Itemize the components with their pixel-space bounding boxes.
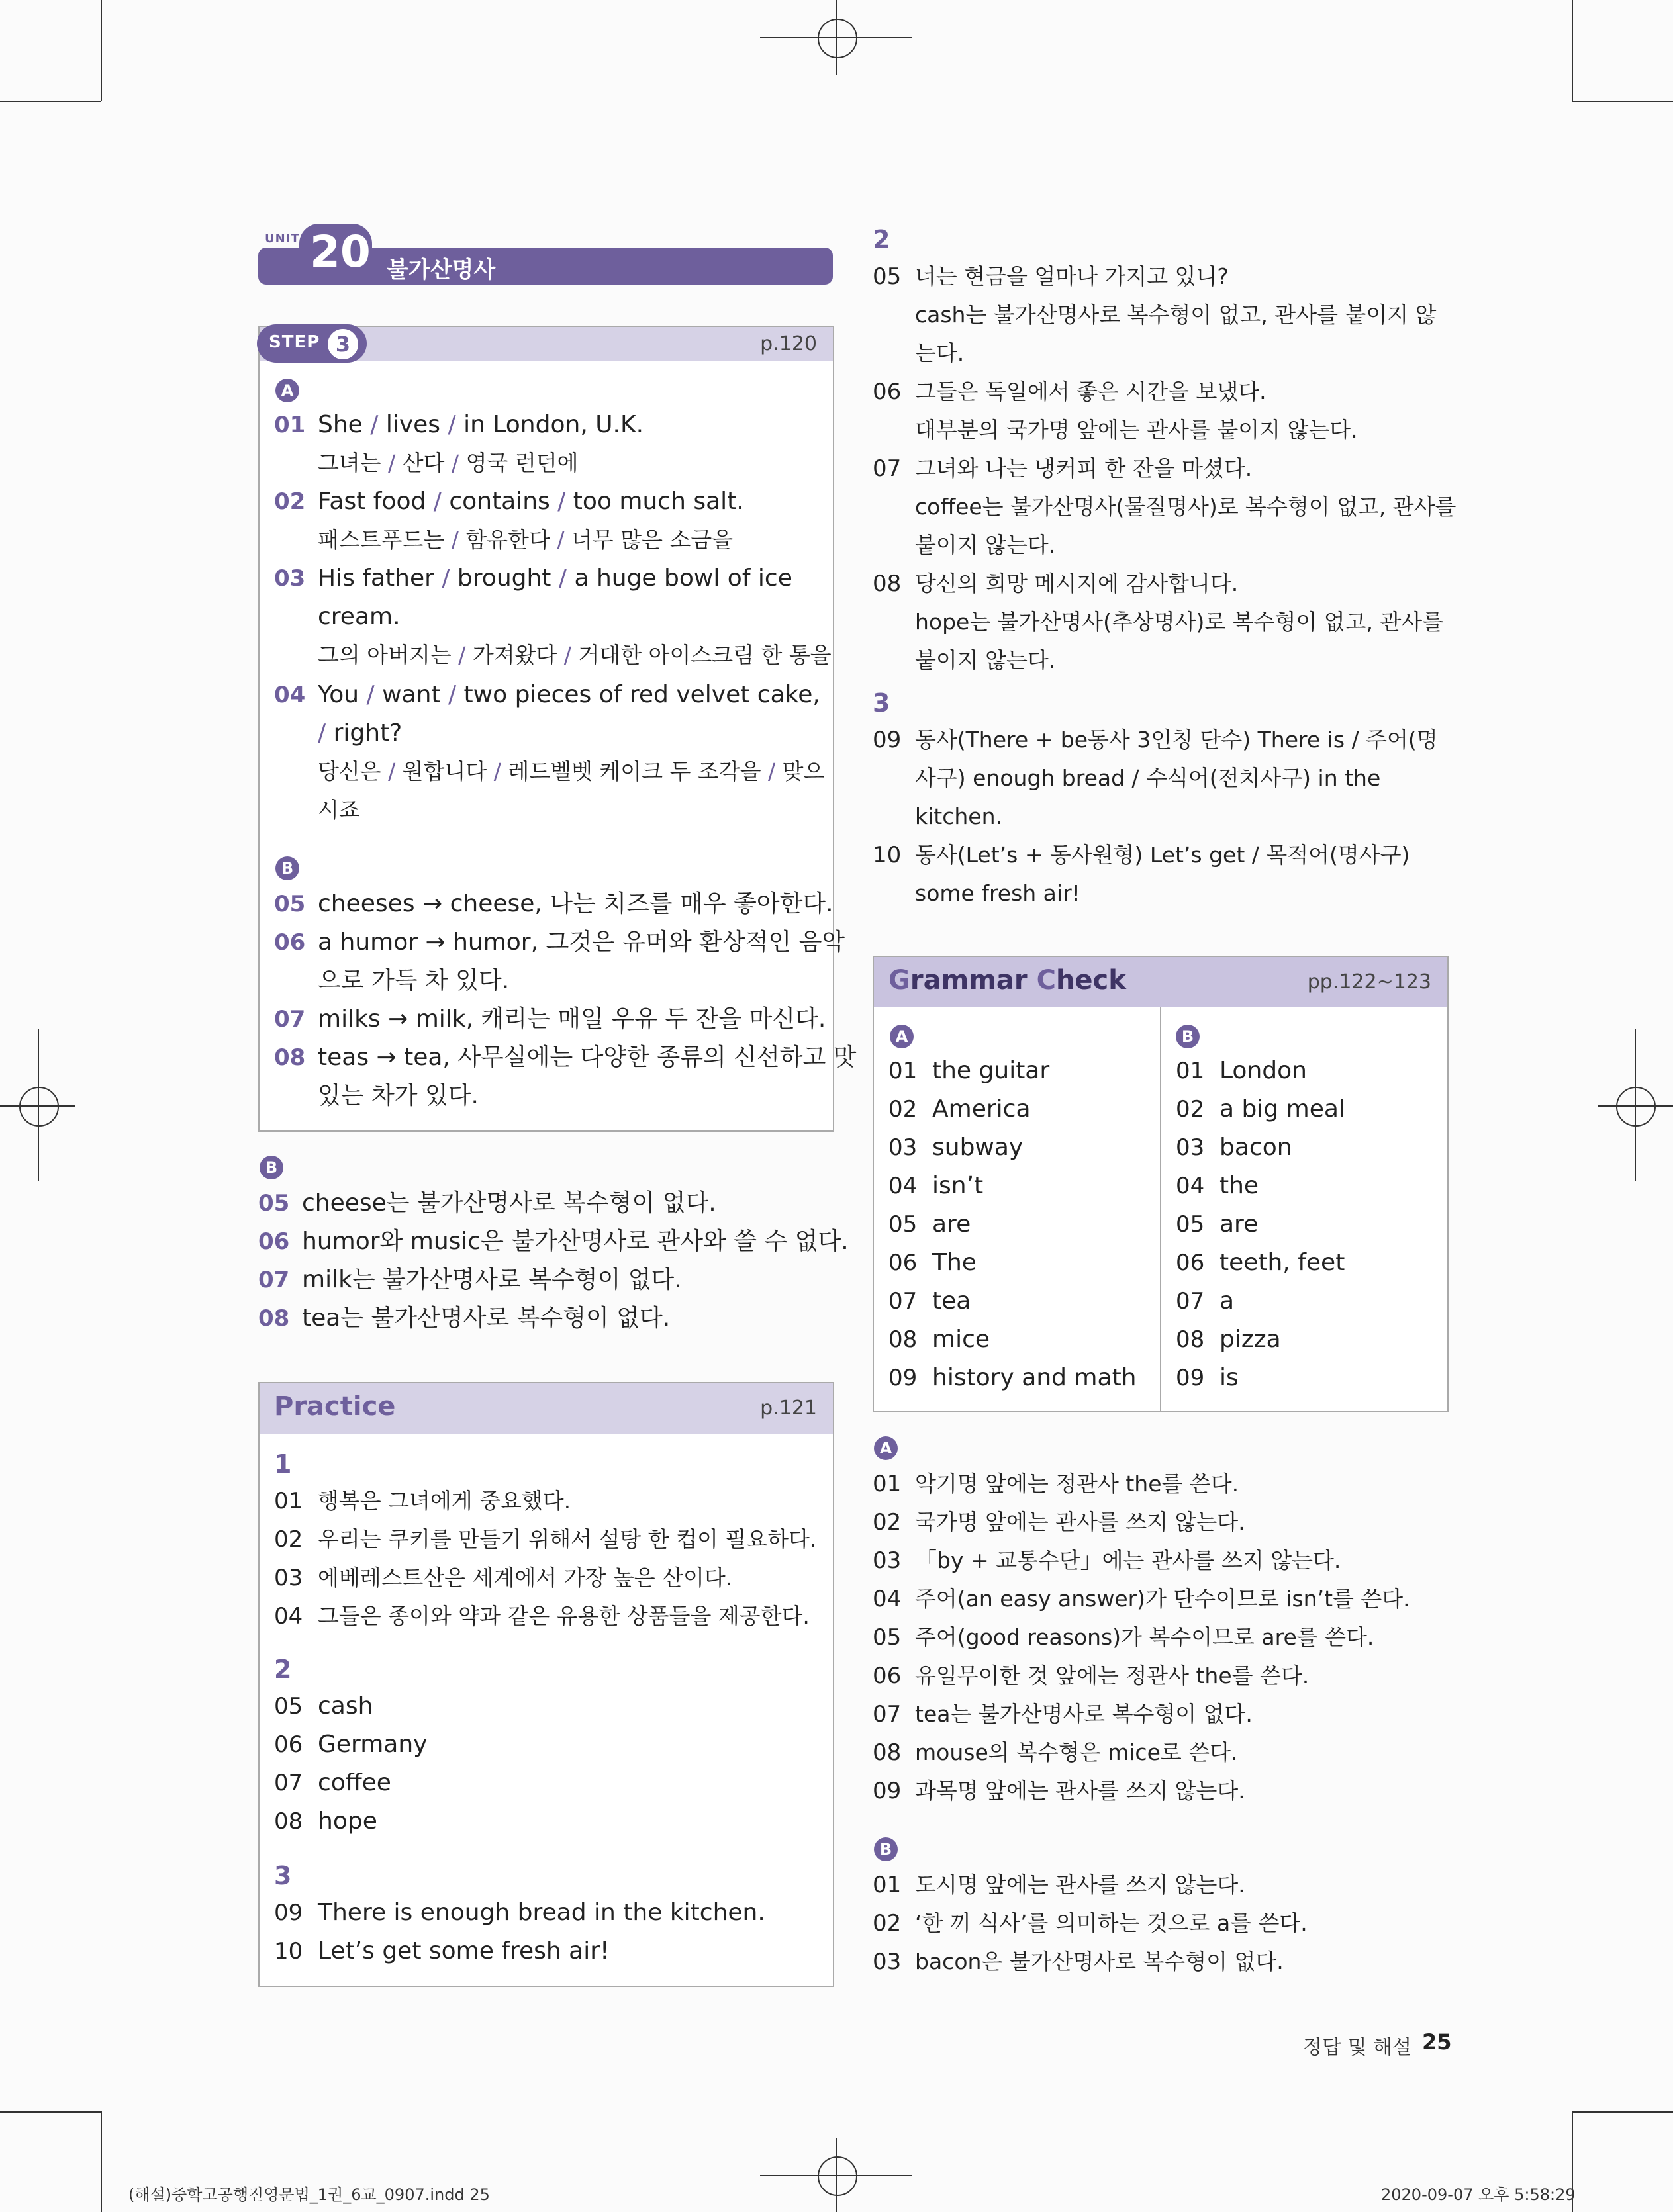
item-number: 06 bbox=[873, 1663, 902, 1689]
explanation: 「by + 교통수단」에는 관사를 쓰지 않는다. bbox=[915, 1547, 1341, 1573]
item-number: 09 bbox=[873, 727, 902, 753]
item-number: 07 bbox=[258, 1267, 290, 1293]
explanation-cont: 붙이지 않는다. bbox=[915, 532, 1056, 558]
item-number: 05 bbox=[873, 263, 902, 290]
item-number: 08 bbox=[873, 571, 902, 597]
unit-label: UNIT bbox=[265, 232, 300, 246]
grammar-check-box bbox=[873, 956, 1449, 1412]
slug-filename: (해설)중학고공행진영문법_1권_6교_0907.indd 25 bbox=[128, 2186, 490, 2204]
answer: are bbox=[932, 1211, 971, 1238]
item-number: 02 bbox=[888, 1096, 918, 1123]
answer: 에베레스트산은 세계에서 가장 높은 산이다. bbox=[318, 1565, 733, 1590]
correction-cont: 있는 차가 있다. bbox=[318, 1082, 479, 1109]
item-number: 09 bbox=[274, 1900, 303, 1926]
unit-title: 불가산명사 bbox=[387, 257, 496, 283]
answer: history and math bbox=[932, 1364, 1137, 1391]
item-number: 09 bbox=[1176, 1365, 1205, 1391]
english-sentence: His father / brought / a huge bowl of ice bbox=[318, 565, 792, 592]
item-number: 08 bbox=[274, 1808, 303, 1835]
korean-translation: 패스트푸드는 / 함유한다 / 너무 많은 소금을 bbox=[318, 527, 734, 553]
answer: bacon bbox=[1219, 1134, 1292, 1161]
english-sentence-cont: / right? bbox=[318, 719, 403, 747]
item-number: 06 bbox=[873, 379, 902, 405]
correction: cheeses → cheese, 나는 치즈를 매우 좋아한다. bbox=[318, 890, 834, 917]
item-number: 01 bbox=[888, 1058, 918, 1084]
item-number: 02 bbox=[873, 1910, 902, 1937]
subsection-label: 1 bbox=[274, 1450, 292, 1479]
item-number: 01 bbox=[873, 1872, 902, 1898]
item-number: 02 bbox=[1176, 1096, 1205, 1123]
page-number: 25 bbox=[1422, 2029, 1452, 2054]
answer: is bbox=[1219, 1364, 1239, 1391]
item-number: 10 bbox=[274, 1938, 303, 1964]
explanation: bacon은 불가산명사로 복수형이 없다. bbox=[915, 1949, 1284, 1974]
answer: London bbox=[1219, 1057, 1307, 1084]
explanation: 주어(good reasons)가 복수이므로 are를 쓴다. bbox=[915, 1624, 1374, 1650]
item-number: 05 bbox=[258, 1190, 290, 1217]
answer: 그들은 종이와 약과 같은 유용한 상품들을 제공한다. bbox=[318, 1603, 810, 1629]
translation: 그들은 독일에서 좋은 시간을 보냈다. bbox=[915, 379, 1267, 404]
b-notes-badge: B bbox=[260, 1156, 283, 1179]
english-sentence: You / want / two pieces of red velvet cake, bbox=[318, 681, 820, 708]
item-number: 03 bbox=[888, 1134, 918, 1161]
item-number: 07 bbox=[873, 1701, 902, 1728]
item-number: 08 bbox=[888, 1326, 918, 1353]
unit-number: 20 bbox=[310, 226, 371, 277]
answer: 행복은 그녀에게 중요했다. bbox=[318, 1488, 571, 1514]
subsection-label: 3 bbox=[274, 1861, 292, 1890]
korean-translation: 그녀는 / 산다 / 영국 런던에 bbox=[318, 450, 579, 476]
item-number: 07 bbox=[873, 455, 902, 482]
analysis: 동사(Let’s + 동사원형) Let’s get / 목적어(명사구) bbox=[915, 842, 1410, 868]
analysis-cont: 사구) enough bread / 수식어(전치사구) in the bbox=[915, 765, 1381, 791]
translation: 너는 현금을 얼마나 가지고 있니? bbox=[915, 263, 1229, 289]
explanation: tea는 불가산명사로 복수형이 없다. bbox=[302, 1305, 671, 1332]
explanation: 악기명 앞에는 정관사 the를 쓴다. bbox=[915, 1471, 1239, 1497]
step-pill bbox=[257, 324, 367, 363]
explanation: ‘한 끼 식사’를 의미하는 것으로 a를 쓴다. bbox=[915, 1910, 1308, 1936]
practice-page-ref: p.121 bbox=[760, 1397, 817, 1420]
step-number: 3 bbox=[326, 327, 360, 361]
item-number: 01 bbox=[274, 412, 306, 438]
item-number: 04 bbox=[1176, 1173, 1205, 1199]
item-number: 03 bbox=[873, 1547, 902, 1574]
answer: cash bbox=[318, 1692, 373, 1720]
explanation: milk는 불가산명사로 복수형이 없다. bbox=[302, 1266, 682, 1293]
correction-cont: 으로 가득 차 있다. bbox=[318, 967, 510, 994]
item-number: 03 bbox=[274, 565, 306, 592]
answer: coffee bbox=[318, 1769, 391, 1796]
answer: mice bbox=[932, 1326, 990, 1353]
korean-translation-cont: 시죠 bbox=[318, 797, 360, 823]
section-a-badge: A bbox=[275, 379, 299, 402]
answer: subway bbox=[932, 1134, 1024, 1161]
item-number: 04 bbox=[873, 1586, 902, 1612]
item-number: 03 bbox=[873, 1949, 902, 1975]
column-divider bbox=[1160, 1007, 1161, 1411]
item-number: 04 bbox=[274, 682, 306, 708]
item-number: 05 bbox=[873, 1624, 902, 1651]
item-number: 07 bbox=[274, 1006, 306, 1033]
item-number: 08 bbox=[274, 1044, 306, 1071]
grammar-check-page-ref: pp.122~123 bbox=[1307, 970, 1431, 993]
item-number: 06 bbox=[258, 1228, 290, 1255]
item-number: 06 bbox=[274, 1731, 303, 1758]
english-sentence: She / lives / in London, U.K. bbox=[318, 411, 644, 438]
explanation: 과목명 앞에는 관사를 쓰지 않는다. bbox=[915, 1778, 1245, 1804]
explanation: tea는 불가산명사로 복수형이 없다. bbox=[915, 1701, 1253, 1727]
explanation-cont: 는다. bbox=[915, 340, 965, 366]
item-number: 02 bbox=[274, 488, 306, 515]
step3-box bbox=[258, 326, 857, 1132]
english-sentence-cont: cream. bbox=[318, 603, 401, 630]
item-number: 07 bbox=[1176, 1288, 1205, 1314]
item-number: 02 bbox=[873, 1509, 902, 1536]
explanation-cont: 붙이지 않는다. bbox=[915, 647, 1056, 673]
korean-translation: 당신은 / 원합니다 / 레드벨벳 케이크 두 조각을 / 맞으 bbox=[318, 759, 825, 784]
gc-notes-a-badge: A bbox=[874, 1436, 898, 1460]
subsection-label: 2 bbox=[873, 225, 890, 254]
item-number: 08 bbox=[1176, 1326, 1205, 1353]
item-number: 01 bbox=[873, 1471, 902, 1497]
item-number: 06 bbox=[888, 1250, 918, 1276]
explanation: cash는 불가산명사로 복수형이 없고, 관사를 붙이지 않 bbox=[915, 302, 1437, 328]
explanation: 국가명 앞에는 관사를 쓰지 않는다. bbox=[915, 1509, 1245, 1535]
correction: milks → milk, 캐리는 매일 우유 두 잔을 마신다. bbox=[318, 1005, 826, 1033]
answer: a bbox=[1219, 1287, 1235, 1314]
answer: America bbox=[932, 1095, 1031, 1123]
english-sentence: Fast food / contains / too much salt. bbox=[318, 488, 744, 515]
translation: 그녀와 나는 냉커피 한 잔을 마셨다. bbox=[915, 455, 1253, 481]
answer: Germany bbox=[318, 1731, 428, 1758]
answer: 우리는 쿠키를 만들기 위해서 설탕 한 컵이 필요하다. bbox=[318, 1526, 817, 1552]
answer: the guitar bbox=[932, 1057, 1050, 1084]
subsection-label: 2 bbox=[274, 1655, 292, 1684]
explanation: 대부분의 국가명 앞에는 관사를 붙이지 않는다. bbox=[915, 417, 1358, 443]
slug-timestamp: 2020-09-07 오후 5:58:29 bbox=[1381, 2186, 1576, 2204]
item-number: 08 bbox=[258, 1305, 290, 1332]
answer: pizza bbox=[1219, 1326, 1281, 1353]
answer: tea bbox=[932, 1287, 971, 1314]
analysis: 동사(There + be동사 3인칭 단수) There is / 주어(명 bbox=[915, 727, 1438, 753]
item-number: 10 bbox=[873, 842, 902, 868]
item-number: 05 bbox=[274, 1693, 303, 1720]
item-number: 05 bbox=[1176, 1211, 1205, 1238]
answer: teeth, feet bbox=[1219, 1249, 1345, 1276]
item-number: 04 bbox=[888, 1173, 918, 1199]
item-number: 06 bbox=[1176, 1250, 1205, 1276]
item-number: 09 bbox=[873, 1778, 902, 1804]
korean-translation: 그의 아버지는 / 가져왔다 / 거대한 아이스크림 한 통을 bbox=[318, 642, 832, 668]
item-number: 07 bbox=[274, 1770, 303, 1796]
explanation: coffee는 불가산명사(물질명사)로 복수형이 없고, 관사를 bbox=[915, 494, 1457, 520]
translation: 당신의 희망 메시지에 감사합니다. bbox=[915, 571, 1239, 596]
answer: a big meal bbox=[1219, 1095, 1345, 1123]
answer: Let’s get some fresh air! bbox=[318, 1937, 610, 1964]
practice-box bbox=[258, 1382, 834, 1987]
explanation: humor와 music은 불가산명사로 관사와 쓸 수 없다. bbox=[302, 1228, 849, 1255]
item-number: 03 bbox=[274, 1565, 303, 1591]
item-number: 08 bbox=[873, 1739, 902, 1766]
analysis-cont: kitchen. bbox=[915, 804, 1002, 829]
gc-notes-b-badge: B bbox=[874, 1837, 898, 1861]
correction: teas → tea, 사무실에는 다양한 종류의 신선하고 맛 bbox=[318, 1044, 857, 1071]
subsection-label: 3 bbox=[873, 688, 890, 717]
item-number: 01 bbox=[1176, 1058, 1205, 1084]
step-label: STEP bbox=[269, 332, 320, 352]
item-number: 05 bbox=[888, 1211, 918, 1238]
explanation: mouse의 복수형은 mice로 쓴다. bbox=[915, 1739, 1238, 1765]
practice-title: Practice bbox=[274, 1391, 396, 1422]
item-number: 06 bbox=[274, 929, 306, 956]
item-number: 07 bbox=[888, 1288, 918, 1314]
answer: hope bbox=[318, 1808, 377, 1835]
section-a-badge: A bbox=[890, 1025, 914, 1048]
answer: are bbox=[1219, 1211, 1259, 1238]
answer: The bbox=[932, 1249, 977, 1276]
item-number: 09 bbox=[888, 1365, 918, 1391]
footer-label: 정답 및 해설 bbox=[1303, 2036, 1411, 2059]
explanation: 도시명 앞에는 관사를 쓰지 않는다. bbox=[915, 1872, 1245, 1898]
explanation: cheese는 불가산명사로 복수형이 없다. bbox=[302, 1189, 716, 1217]
grammar-check-title: Grammar Check bbox=[888, 965, 1126, 995]
explanation: 유일무이한 것 앞에는 정관사 the를 쓴다. bbox=[915, 1663, 1310, 1688]
step3-page-ref: p.120 bbox=[760, 332, 817, 355]
item-number: 05 bbox=[274, 891, 306, 917]
section-b-badge: B bbox=[1176, 1025, 1200, 1048]
explanation: hope는 불가산명사(추상명사)로 복수형이 없고, 관사를 bbox=[915, 609, 1444, 635]
explanation: 주어(an easy answer)가 단수이므로 isn’t를 쓴다. bbox=[915, 1586, 1410, 1612]
section-b-badge: B bbox=[275, 856, 299, 880]
item-number: 02 bbox=[274, 1526, 303, 1553]
answer: isn’t bbox=[932, 1172, 984, 1199]
answer: the bbox=[1219, 1172, 1259, 1199]
answer: There is enough bread in the kitchen. bbox=[318, 1899, 765, 1926]
item-number: 01 bbox=[274, 1488, 303, 1514]
correction: a humor → humor, 그것은 유머와 환상적인 음악 bbox=[318, 929, 845, 956]
analysis-cont: some fresh air! bbox=[915, 880, 1080, 906]
item-number: 04 bbox=[274, 1603, 303, 1630]
item-number: 03 bbox=[1176, 1134, 1205, 1161]
